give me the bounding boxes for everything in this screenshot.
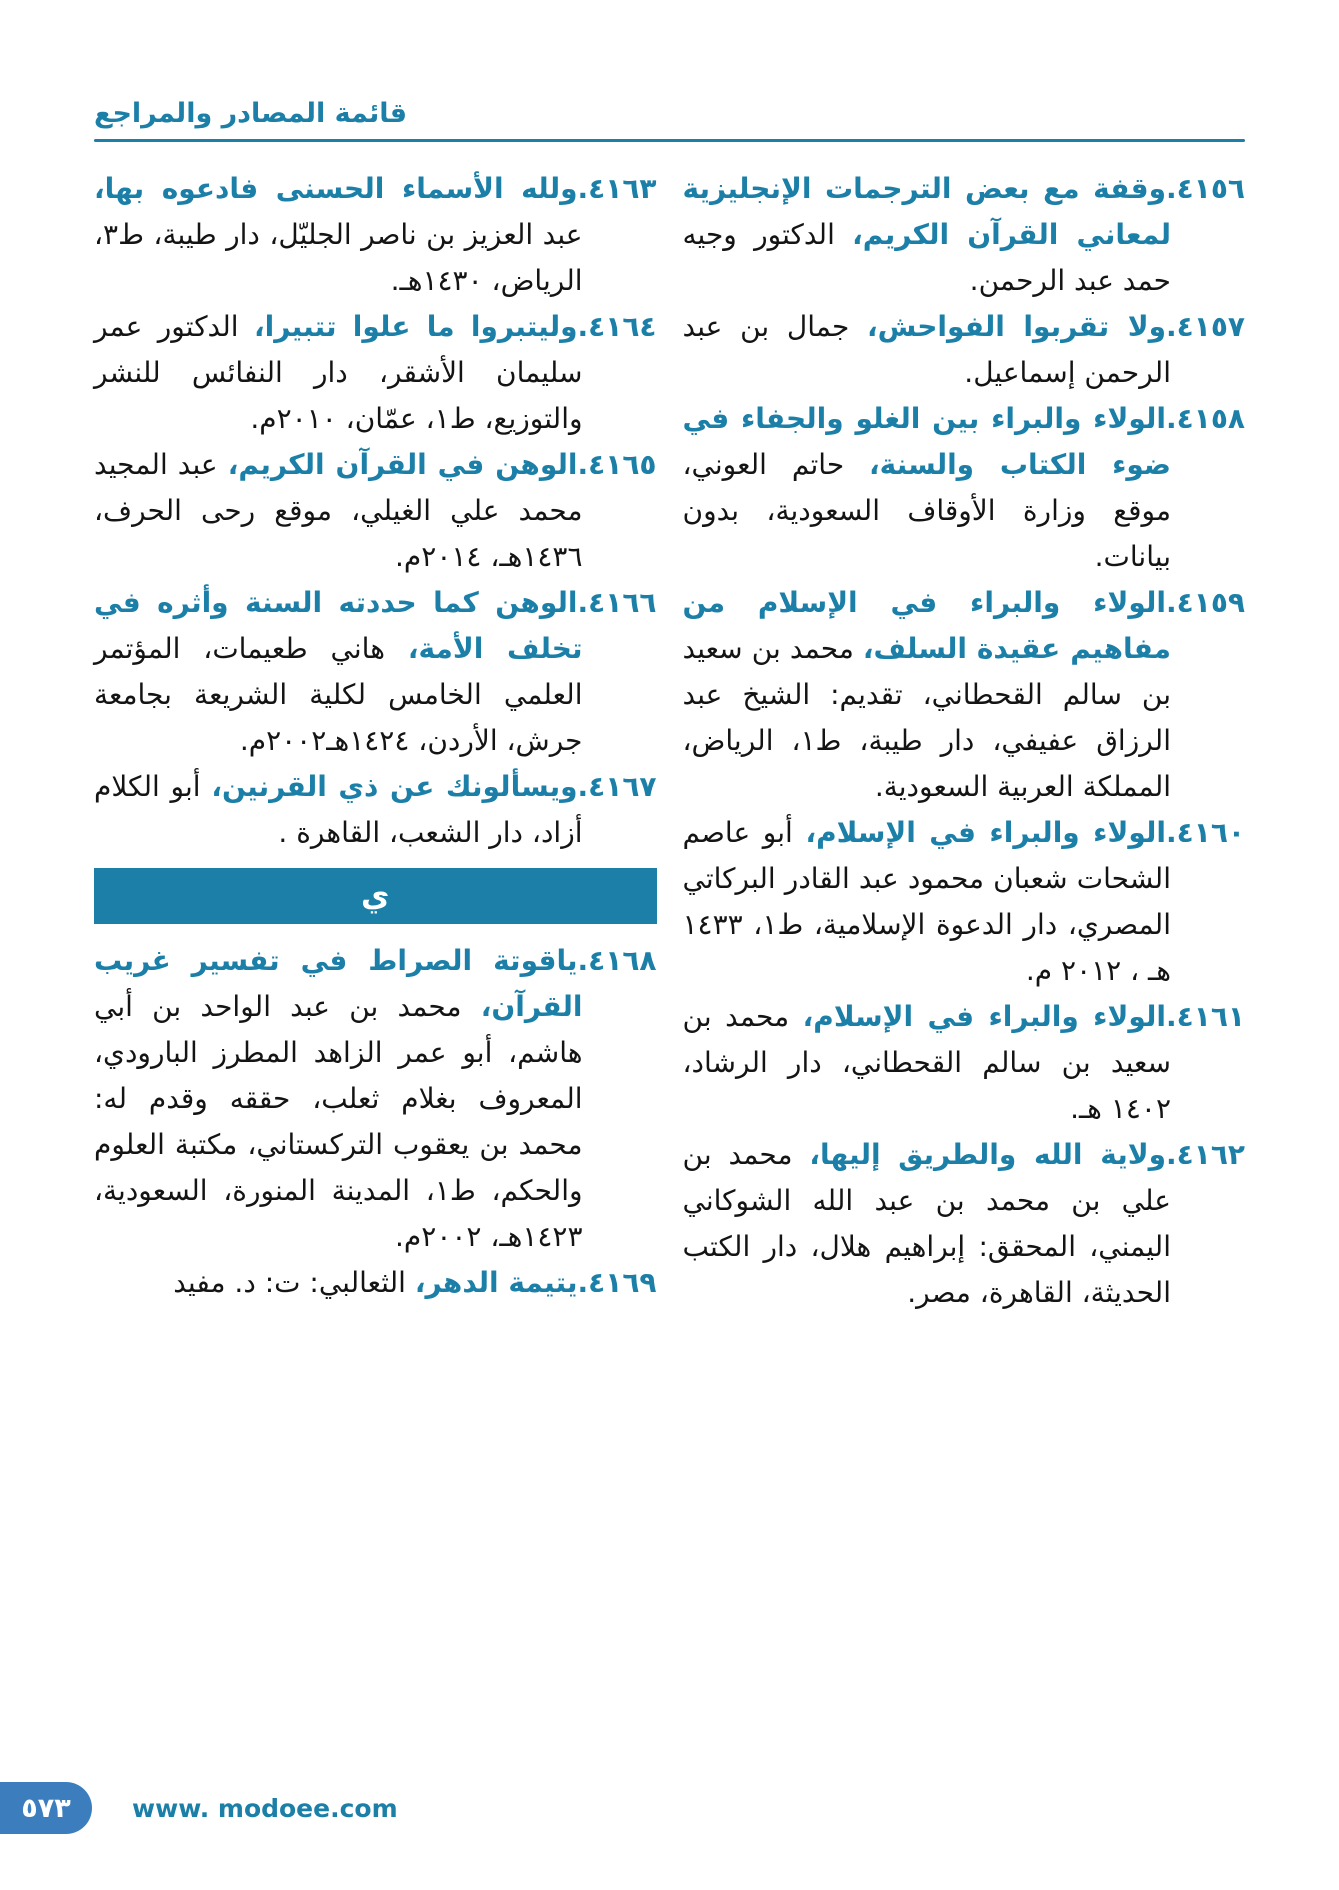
entry-title: الولاء والبراء في الإسلام، — [805, 816, 1166, 849]
page-number-badge — [0, 1782, 92, 1834]
header-rule — [94, 139, 1245, 142]
entry-number: ٤١٦٦. — [577, 586, 657, 619]
bibliography-entry — [94, 304, 657, 442]
entry-text: محمد بن سعيد بن سالم القحطاني، تقديم: الشيخ عبد الرزاق عفيفي، دار طيبة، ط١، الرياض، المملكة العربية السعودية. — [682, 632, 1171, 803]
bibliography-entry — [683, 810, 1246, 994]
bibliography-entry — [683, 1132, 1246, 1316]
page-number: ٥٧٣ — [21, 1792, 71, 1824]
entry-text: محمد بن علي بن محمد بن عبد الله الشوكاني اليمني، المحقق: إبراهيم هلال، دار الكتب الحديثة، القاهرة، مصر. — [682, 1138, 1171, 1309]
bibliography-entry — [683, 994, 1246, 1132]
bibliography-entry — [683, 396, 1246, 580]
entry-number: ٤١٦٣. — [577, 172, 657, 205]
entry-text: هاني طعيمات، المؤتمر العلمي الخامس لكلية الشريعة بجامعة جرش، الأردن، ١٤٢٤هـ٢٠٠٢م. — [94, 632, 583, 757]
entry-number: ٤١٦٥. — [577, 448, 657, 481]
entry-text: عبد العزيز بن ناصر الجليّل، دار طيبة، ط٣، الرياض، ١٤٣٠هـ. — [94, 218, 583, 297]
bibliography-entry — [683, 304, 1246, 396]
entry-title: ولله الأسماء الحسنى فادعوه بها، — [94, 172, 578, 205]
entry-text: أبو عاصم الشحات شعبان محمود عبد القادر البركاتي المصري، دار الدعوة الإسلامية، ط١، ١٤٣٣ هـ ، ٢٠١٢ م. — [682, 816, 1171, 987]
entry-title: ياقوتة الصراط في تفسير غريب القرآن، — [94, 944, 583, 1023]
entry-title: ولاية الله والطريق إليها، — [809, 1138, 1167, 1171]
entry-title: ويسألونك عن ذي القرنين، — [211, 770, 578, 803]
bibliography-entry — [683, 580, 1246, 810]
entry-title: الولاء والبراء في الإسلام، — [802, 1000, 1166, 1033]
entry-title: الولاء والبراء في الإسلام من مفاهيم عقيدة السلف، — [682, 586, 1171, 665]
entry-number: ٤١٦٢. — [1166, 1138, 1246, 1171]
entry-text: محمد بن عبد الواحد بن أبي هاشم، أبو عمر الزاهد المطرز البارودي، المعروف بغلام ثعلب، حققه وقدم له: محمد بن يعقوب التركستاني، مكتبة العلوم والحكم، ط١، المدينة المنورة، السعودية، ١٤٢٣هـ، ٢٠٠٢م. — [94, 990, 583, 1253]
entry-number: ٤١٦٨. — [577, 944, 657, 977]
entry-title: يتيمة الدهر، — [414, 1266, 578, 1299]
entry-text: أبو الكلام أزاد، دار الشعب، القاهرة . — [94, 770, 583, 849]
entry-text: محمد بن سعيد بن سالم القحطاني، دار الرشاد، ١٤٠٢ هـ. — [682, 1000, 1171, 1125]
entry-title: ولا تقربوا الفواحش، — [867, 310, 1166, 343]
entry-title: الوهن في القرآن الكريم، — [227, 448, 578, 481]
entry-title: وقفة مع بعض الترجمات الإنجليزية لمعاني القرآن الكريم، — [682, 172, 1171, 251]
entry-number: ٤١٦٠. — [1166, 816, 1245, 849]
website-link[interactable]: www. modoee.com — [132, 1793, 398, 1823]
entry-title: وليتبروا ما علوا تتبيرا، — [254, 310, 578, 343]
bibliography-columns — [94, 166, 1245, 1316]
entry-text: حاتم العوني، موقع وزارة الأوقاف السعودية، بدون بيانات. — [682, 448, 1171, 573]
section-letter: ي — [361, 878, 390, 914]
entry-text: جمال بن عبد الرحمن إسماعيل. — [682, 310, 1171, 389]
entry-number: ٤١٥٦. — [1166, 172, 1245, 205]
running-head: قائمة المصادر والمراجع — [94, 98, 408, 129]
entry-number: ٤١٦٤. — [577, 310, 657, 343]
bibliography-entry — [94, 1260, 657, 1306]
right-column — [683, 166, 1246, 1316]
entry-number: ٤١٦٧. — [577, 770, 657, 803]
entry-text: الدكتور وجيه حمد عبد الرحمن. — [682, 218, 1171, 297]
bibliography-entry — [94, 764, 657, 856]
section-letter-divider — [94, 868, 657, 924]
entry-number: ٤١٥٨. — [1166, 402, 1245, 435]
bibliography-entry — [683, 166, 1246, 304]
entry-text: عبد المجيد محمد علي الغيلي، موقع رحى الحرف، ١٤٣٦هـ، ٢٠١٤م. — [94, 448, 583, 573]
entry-number: ٤١٦٩. — [577, 1266, 657, 1299]
entry-title: الولاء والبراء بين الغلو والجفاء في ضوء الكتاب والسنة، — [682, 402, 1171, 481]
entry-title: الوهن كما حددته السنة وأثره في تخلف الأمة، — [94, 586, 583, 665]
entry-number: ٤١٦١. — [1166, 1000, 1245, 1033]
entry-number: ٤١٥٩. — [1166, 586, 1245, 619]
entry-number: ٤١٥٧. — [1166, 310, 1245, 343]
bibliography-entry — [94, 166, 657, 304]
bibliography-entry — [94, 442, 657, 580]
entry-text: الدكتور عمر سليمان الأشقر، دار النفائس للنشر والتوزيع، ط١، عمّان، ٢٠١٠م. — [94, 310, 583, 435]
page-footer — [0, 1782, 398, 1834]
bibliography-entry — [94, 938, 657, 1260]
bibliography-entry — [94, 580, 657, 764]
entry-text: الثعالبي: ت: د. مفيد — [173, 1266, 406, 1299]
left-column — [94, 166, 657, 1306]
